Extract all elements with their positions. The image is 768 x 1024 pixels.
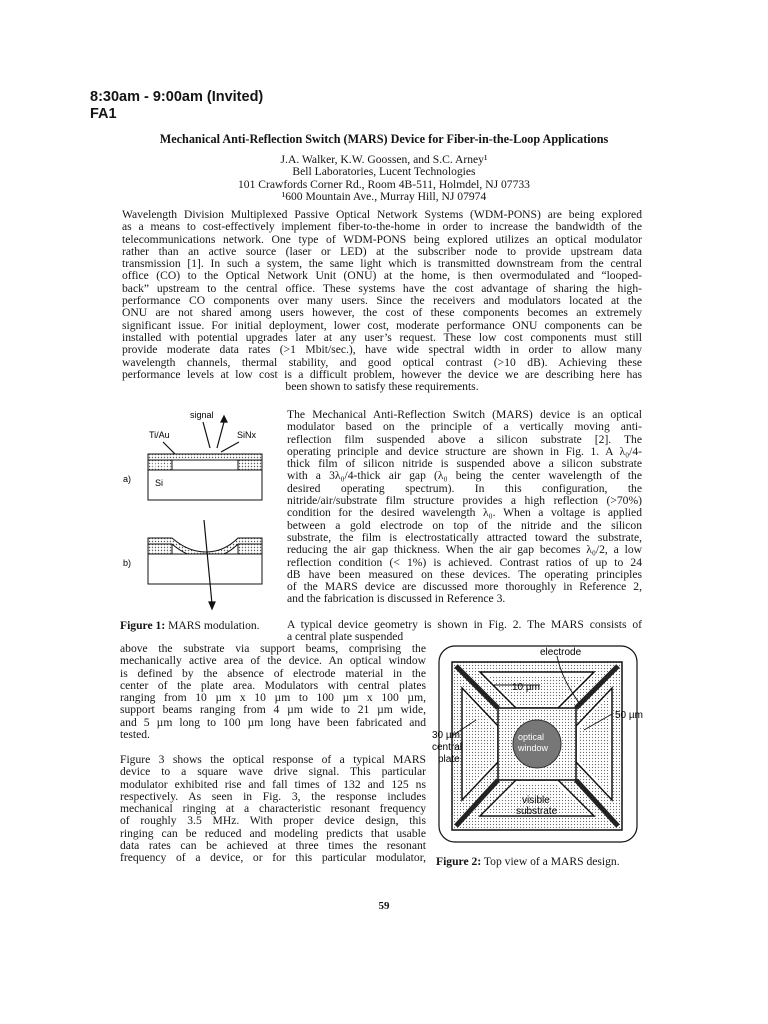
psg-label: PSG — [152, 461, 172, 471]
response-paragraph — [120, 754, 426, 865]
device-b — [148, 538, 262, 584]
text-line: performance CO components over many users. Since the receivers and modulators located at the — [122, 294, 642, 308]
dim-30-label: 30 µm — [432, 730, 460, 741]
mars-paragraph — [287, 409, 642, 606]
text-line: transmission [1]. In such a system, the same light which is transmitted downstream from the central — [122, 257, 642, 271]
text-line: ranging from 10 µm x 10 µm to 100 µm x 100 µm, — [120, 691, 426, 705]
dim-10-label: 10 µm — [512, 682, 540, 693]
text-line: and 5 µm long to 100 µm long have been fabricated and — [120, 715, 426, 729]
text-line: ringing can be reduced and modeling predicts that usable — [120, 826, 426, 840]
text-line: telecommunications network. One type of WDM-PONS being explored utilizes an optical modulator — [122, 232, 642, 246]
text-line: data rates can be achieved at three times the resonant — [120, 839, 426, 853]
author-affiliation: Bell Laboratories, Lucent Technologies — [292, 165, 476, 179]
figure-1-label: Figure 1: — [120, 619, 166, 632]
text-line-last: and the fabrication is discussed in Reference 3. — [287, 592, 506, 606]
text-line: dB have been measured on these devices. The operating principles — [287, 567, 642, 581]
text-line: of roughly 3.5 MHz. With proper device design, this — [120, 814, 426, 828]
text-line: device to a square wave drive signal. This particular — [120, 765, 426, 779]
signal-arrows — [163, 416, 239, 454]
text-line: modulator based on the principle of a vertically moving anti- — [287, 420, 642, 434]
author-address: 101 Crawfords Corner Rd., Room 4B-511, Holmdel, NJ 07733 — [238, 177, 530, 191]
text-line: reducing the air gap thickness. When the air gap becomes λ₀/2, a low — [287, 543, 642, 557]
text-line: performance levels at low cost is a difficult problem, however the device we are describing here has — [122, 367, 642, 381]
page-number: 59 — [378, 900, 390, 912]
text-line: of the MARS device are discussed more thoroughly in Reference 2, — [287, 580, 642, 594]
text-line: back” upstream to the central office. These systems have the cost advantage of sharing the high- — [122, 281, 642, 295]
intro-paragraph — [122, 209, 642, 393]
figure-2-label: Figure 2: — [436, 855, 482, 868]
si-label: Si — [155, 478, 164, 488]
text-line: rather than an active source (laser or LED) at the subscriber node to provide upstream data — [122, 244, 642, 258]
text-line: thick film of silicon nitride is suspended above a silicon substrate — [287, 457, 642, 471]
text-line: office (CO) to the Optical Network Unit (ONU) at the home, is then overmodulated and “looped- — [122, 269, 642, 283]
label-a: a) — [123, 474, 132, 484]
geometry-paragraph — [120, 643, 426, 741]
signal-label: signal — [190, 410, 214, 420]
text-line: The Mechanical Anti-Reflection Switch (MARS) device is an optical — [287, 408, 642, 421]
window-label: window — [518, 743, 549, 753]
text-line: respectively. As seen in Fig. 3, the response includes — [120, 789, 426, 803]
session-time: 8:30am - 9:00am (Invited) — [90, 89, 264, 105]
text-line: provide moderate data rates (>1 Mbit/sec.), have wide spectral width in order to allow many — [122, 343, 642, 357]
text-line: with a 3λ₀/4-thick air gap (λ₀ being the center wavelength of the — [287, 469, 642, 483]
text-line: ONU are not shared among users however, the cost of these components becomes an extremely — [122, 306, 642, 320]
figure-1-text: MARS modulation. — [168, 619, 260, 632]
sinx-label: SiNx — [237, 430, 257, 440]
visible-label: visible — [522, 795, 550, 806]
text-line: modulator exhibited rise and fall times of 132 and 125 ns — [120, 777, 426, 791]
text-line: mechanically active area of the device. An optical window — [120, 654, 426, 668]
text-line: is defined by the absence of electrode material in the — [120, 666, 426, 680]
text-line: reflection film suspended above a silicon substrate [2]. The — [287, 432, 642, 446]
figure-2-text: Top view of a MARS design. — [483, 855, 620, 868]
text-line: condition for the desired wavelength λ₀. When a voltage is applied — [287, 506, 642, 520]
author-block — [0, 154, 768, 203]
text-line: A typical device geometry is shown in Fig. 2. The MARS consists of — [287, 618, 642, 631]
text-line-last: tested. — [120, 728, 150, 742]
text-line: substrate, the film is electrostatically attracted toward the substrate, — [287, 530, 642, 544]
figure-2-diagram — [432, 640, 650, 848]
figure-1-caption — [120, 619, 260, 632]
text-line: between a gold electrode on top of the nitride and the silicon — [287, 518, 642, 532]
text-line: above the substrate via support beams, comprising the — [120, 642, 426, 655]
text-line: Wavelength Division Multiplexed Passive Optical Network Systems (WDM-PONS) are being explored — [122, 208, 642, 221]
substrate-label: substrate — [516, 806, 558, 817]
text-line: installed with potential upgrades later at any user’s request. These low cost components must still — [122, 330, 642, 344]
text-line: as a means to cost-effectively implement fiber-to-the-home in order to increase the bandwidth of the — [122, 220, 642, 234]
text-line: support beams ranging from 4 µm wide to 21 µm wide, — [120, 703, 426, 717]
text-line: mechanical ringing at a characteristic resonant frequency — [120, 802, 426, 816]
text-line: reflection condition (< 1%) is achieved. Contrast ratios of up to 24 — [287, 555, 642, 569]
plate-label: plate — [438, 754, 460, 765]
author-address-2: ¹600 Mountain Ave., Murray Hill, NJ 07974 — [281, 189, 487, 203]
dim-50-label: 50 µm — [615, 710, 643, 721]
figure-2-caption — [436, 855, 620, 868]
optical-label: optical — [518, 732, 545, 742]
text-line-last: been shown to satisfy these requirements. — [285, 380, 479, 394]
text-line: frequency of a device, or for this particular modulator, — [120, 851, 426, 865]
geometry-intro-line-2: a central plate suspended — [287, 630, 404, 643]
session-header — [90, 89, 263, 123]
text-line: nitride/air/substrate film structure provides a high reflection (>70%) — [287, 494, 642, 508]
text-line: desired operating spectrum). In this configuration, the — [287, 481, 642, 495]
text-line: operating principle and device structure are shown in Fig. 1. A λ₀/4- — [287, 444, 642, 458]
text-line: Figure 3 shows the optical response of a typical MARS — [120, 753, 426, 766]
text-line: significant issue. For initial deployment, lower cost, moderate performance ONU components can be — [122, 318, 642, 332]
central-label: central — [432, 742, 463, 753]
figure-1-diagram — [118, 408, 284, 614]
text-line: center of the plate area. Modulators with central plates — [120, 678, 426, 692]
session-code: FA1 — [90, 106, 117, 122]
tiau-label: Ti/Au — [149, 430, 170, 440]
label-b: b) — [123, 558, 132, 568]
text-line: wavelength channels, thermal stability, and good optical contrast (>10 dB). Achieving these — [122, 355, 642, 369]
author-names: J.A. Walker, K.W. Goossen, and S.C. Arney¹ — [280, 153, 488, 166]
electrode-label: electrode — [540, 647, 582, 658]
paper-title: Mechanical Anti-Reflection Switch (MARS) Device for Fiber-in-the-Loop Applications — [159, 132, 609, 146]
